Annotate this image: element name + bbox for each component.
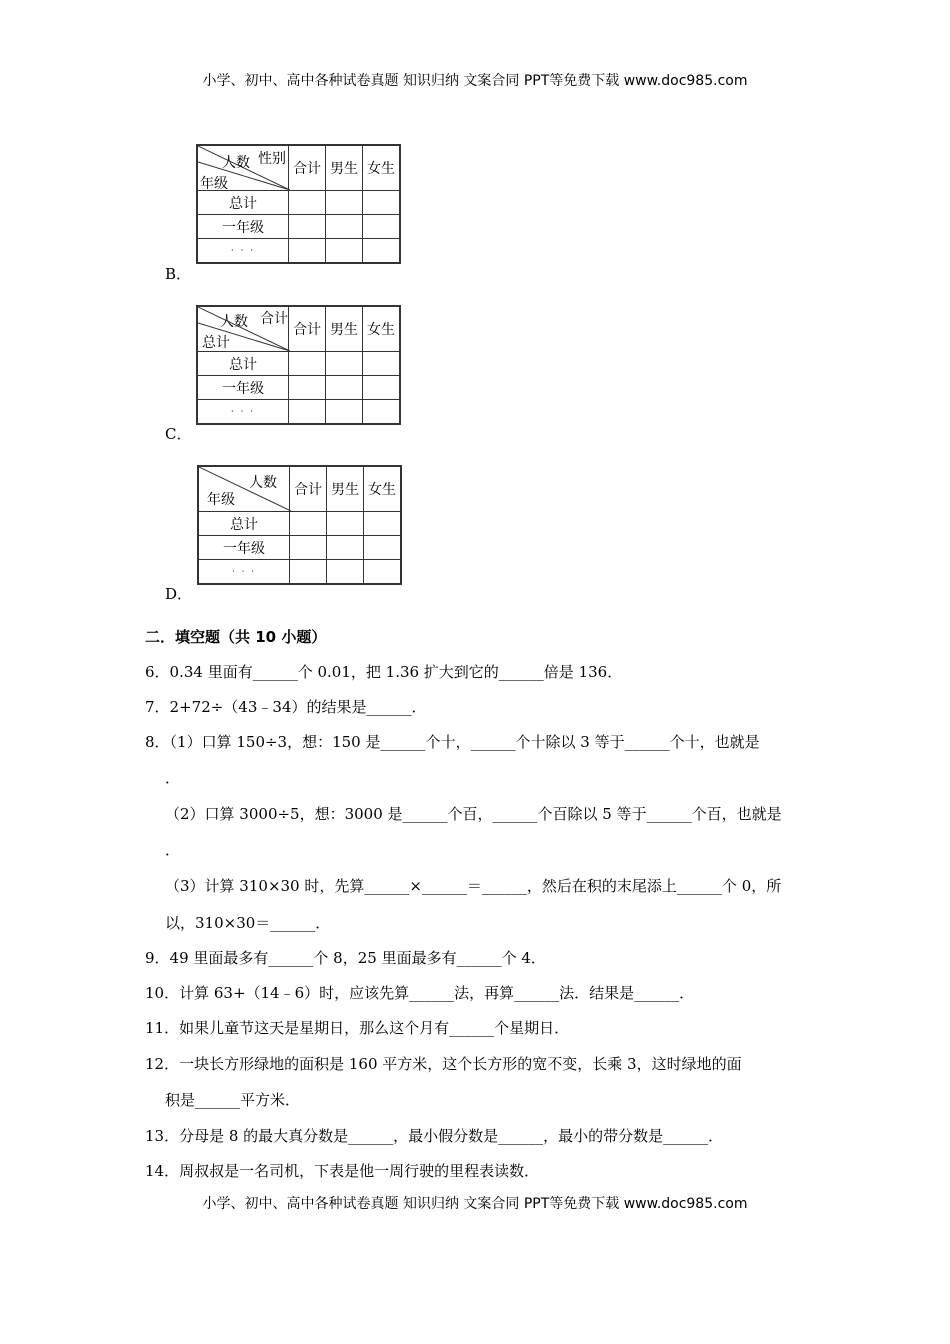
question-9: 9．49 里面最多有______个 8，25 里面最多有______个 4． <box>145 949 546 967</box>
option-b-label: B． <box>165 265 192 283</box>
row-header: 总计 <box>197 352 289 376</box>
diag-mid-label: 人数 <box>220 314 248 330</box>
row-header: · · · <box>198 560 290 585</box>
col-header: 女生 <box>363 145 401 191</box>
diag-bottom-left-label: 总计 <box>202 335 230 351</box>
option-c-label: C． <box>165 425 192 443</box>
col-header: 女生 <box>364 466 402 512</box>
question-8-3-cont: 以，310×30＝______． <box>165 914 331 932</box>
question-8-1: 8．（1）口算 150÷3，想：150 是______个十，______个十除以 3 等于______个十，也就是 <box>145 733 760 751</box>
question-11: 11．如果儿童节这天是星期日，那么这个月有______个星期日． <box>145 1019 570 1037</box>
question-10: 10．计算 63+（14﹣6）时，应该先算______法，再算______法．结果是______． <box>145 984 695 1002</box>
diag-bottom-left-label: 年级 <box>207 492 235 508</box>
row-header: 一年级 <box>198 536 290 560</box>
diagonal-header-cell <box>197 145 289 191</box>
diag-bottom-left-label: 年级 <box>200 176 228 192</box>
diag-mid-label: 人数 <box>222 155 250 171</box>
col-header: 合计 <box>289 306 326 352</box>
diagonal-header-cell <box>198 466 290 512</box>
option-d-table <box>197 465 402 585</box>
option-c-table <box>196 305 401 425</box>
col-header: 合计 <box>289 145 326 191</box>
row-header: · · · <box>197 400 289 425</box>
row-header: 总计 <box>197 191 289 215</box>
question-6: 6．0.34 里面有______个 0.01，把 1.36 扩大到它的______倍是 136． <box>145 663 623 681</box>
question-8-1-end: ． <box>165 769 181 787</box>
col-header: 男生 <box>327 466 364 512</box>
page-header: 小学、初中、高中各种试卷真题 知识归纳 文案合同 PPT等免费下载 www.doc985.com <box>202 73 748 89</box>
option-d-label: D． <box>165 585 193 603</box>
row-header: 总计 <box>198 512 290 536</box>
question-13: 13．分母是 8 的最大真分数是______，最小假分数是______，最小的带分数是______． <box>145 1127 724 1145</box>
page-footer: 小学、初中、高中各种试卷真题 知识归纳 文案合同 PPT等免费下载 www.doc985.com <box>202 1196 748 1212</box>
question-7: 7．2+72÷（43﹣34）的结果是______． <box>145 698 427 716</box>
col-header: 男生 <box>326 306 363 352</box>
col-header: 男生 <box>326 145 363 191</box>
question-12: 12．一块长方形绿地的面积是 160 平方米，这个长方形的宽不变，长乘 3，这时绿地的面 <box>145 1055 742 1073</box>
row-header: · · · <box>197 239 289 264</box>
row-header: 一年级 <box>197 376 289 400</box>
section-title: 二．填空题（共 10 小题） <box>145 628 327 646</box>
col-header: 女生 <box>363 306 401 352</box>
diagonal-header-cell <box>197 306 289 352</box>
question-14: 14．周叔叔是一名司机，下表是他一周行驶的里程表读数． <box>145 1162 540 1180</box>
diag-top-right-label: 合计 <box>260 311 288 327</box>
question-8-2: （2）口算 3000÷5，想：3000 是______个百，______个百除以 5 等于______个百，也就是 <box>165 805 782 823</box>
option-b-table <box>196 144 401 264</box>
col-header: 合计 <box>290 466 327 512</box>
diag-top-right-label: 人数 <box>249 475 277 491</box>
question-8-3: （3）计算 310×30 时，先算______×______＝______，然后在积的末尾添上______个 0，所 <box>165 877 782 895</box>
question-8-2-end: ． <box>165 841 181 859</box>
row-header: 一年级 <box>197 215 289 239</box>
diag-top-right-label: 性别 <box>258 151 286 167</box>
question-12-cont: 积是______平方米． <box>165 1091 301 1109</box>
